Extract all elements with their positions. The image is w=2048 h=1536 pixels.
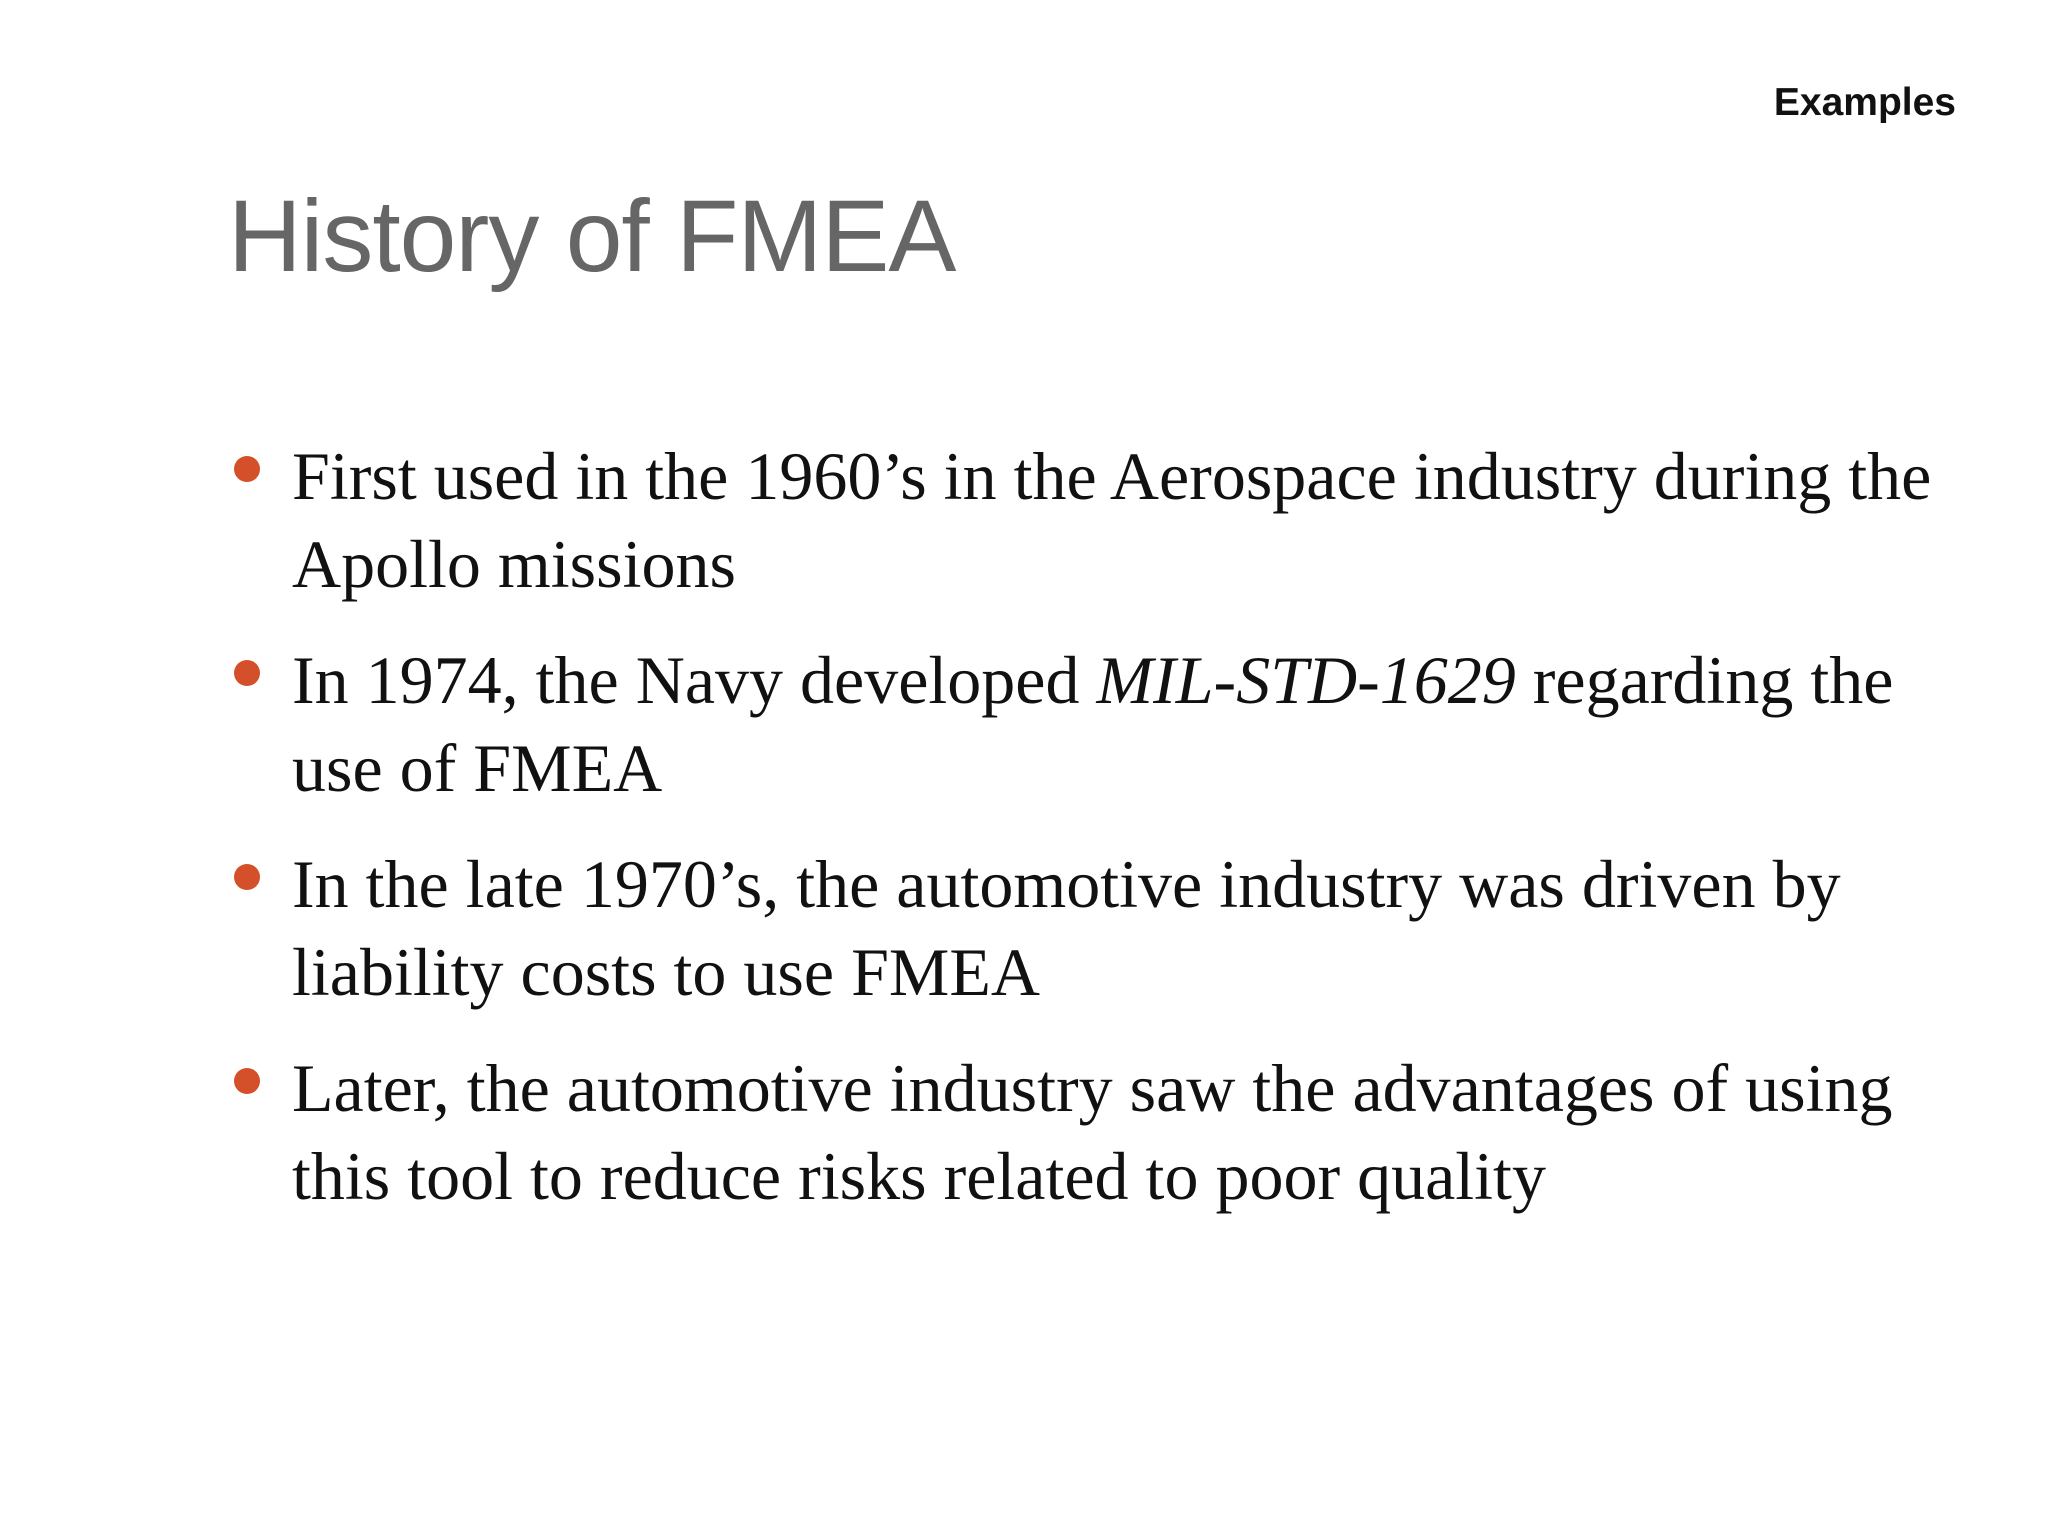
- slide-title: History of FMEA: [228, 179, 956, 293]
- bullet-item: [232, 636, 1992, 812]
- bullet-text: In the late 1970’s, the automotive industry was driven by liability costs to use FMEA: [292, 846, 1841, 1010]
- bullet-text: First used in the 1960’s in the Aerospace industry during the Apollo missions: [292, 438, 1932, 602]
- bullet-dot-icon: [234, 660, 260, 686]
- bullet-dot-icon: [234, 864, 260, 890]
- bullet-item: [232, 1044, 1992, 1220]
- bullet-text-after: regarding the use of FMEA: [292, 642, 1894, 806]
- bullet-dot-icon: [234, 1068, 260, 1094]
- bullet-item: [232, 840, 1992, 1016]
- bullet-list: [232, 432, 1992, 1248]
- standard-name: MIL-STD-1629: [1096, 642, 1516, 718]
- bullet-text: Later, the automotive industry saw the advantages of using this tool to reduce risks related to poor quality: [292, 1050, 1893, 1214]
- bullet-text-before: In 1974, the Navy developed: [292, 642, 1097, 718]
- bullet-dot-icon: [234, 456, 260, 482]
- section-label: Examples: [1773, 81, 1956, 124]
- bullet-item: [232, 432, 1992, 608]
